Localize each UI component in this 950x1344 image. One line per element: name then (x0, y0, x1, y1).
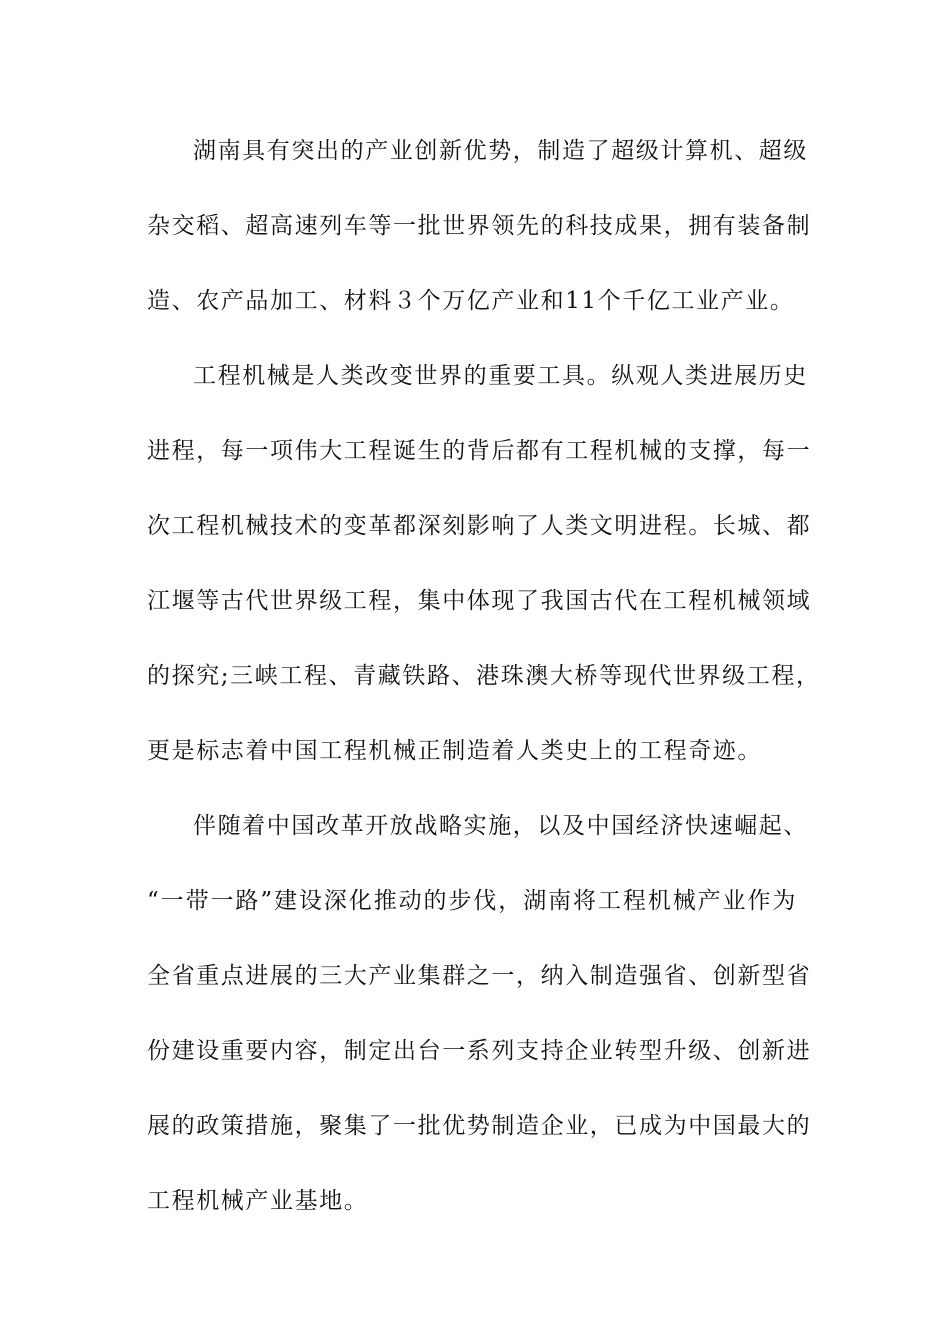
paragraph-line: 工程机械产业基地。 (147, 1188, 369, 1214)
paragraph-line: 进程，每一项伟大工程诞生的背后都有工程机械的支撑，每一 (147, 438, 812, 464)
document-body (147, 114, 821, 1239)
paragraph-line: 工程机械是人类改变世界的重要工具。纵观人类进展历史 (193, 363, 808, 389)
paragraph-line: 展的政策措施，聚集了一批优势制造企业，已成为中国最大的 (147, 1113, 812, 1139)
paragraph-line: 次工程机械技术的变革都深刻影响了人类文明进程。长城、都 (147, 513, 812, 539)
paragraph-line: 造、农产品加工、材料３个万亿产业和11个千亿工业产业。 (147, 288, 795, 314)
paragraph-line: 伴随着中国改革开放战略实施，以及中国经济快速崛起、 (193, 813, 808, 839)
paragraph-2 (147, 339, 821, 789)
paragraph-line: 的探究;三峡工程、青藏铁路、港珠澳大桥等现代世界级工程， (147, 663, 821, 689)
paragraph-line: 杂交稻、超高速列车等一批世界领先的科技成果，拥有装备制 (147, 213, 812, 239)
paragraph-3 (147, 789, 812, 1239)
paragraph-line: 全省重点进展的三大产业集群之一，纳入制造强省、创新型省 (147, 963, 812, 989)
paragraph-line: 江堰等古代世界级工程，集中体现了我国古代在工程机械领域 (147, 588, 812, 614)
paragraph-line: 份建设重要内容，制定出台一系列支持企业转型升级、创新进 (147, 1038, 812, 1064)
paragraph-line: 湖南具有突出的产业创新优势，制造了超级计算机、超级 (193, 138, 808, 164)
paragraph-line: 更是标志着中国工程机械正制造着人类史上的工程奇迹。 (147, 738, 762, 764)
paragraph-1 (147, 114, 812, 339)
paragraph-line: “一带一路”建设深化推动的步伐，湖南将工程机械产业作为 (147, 888, 797, 914)
